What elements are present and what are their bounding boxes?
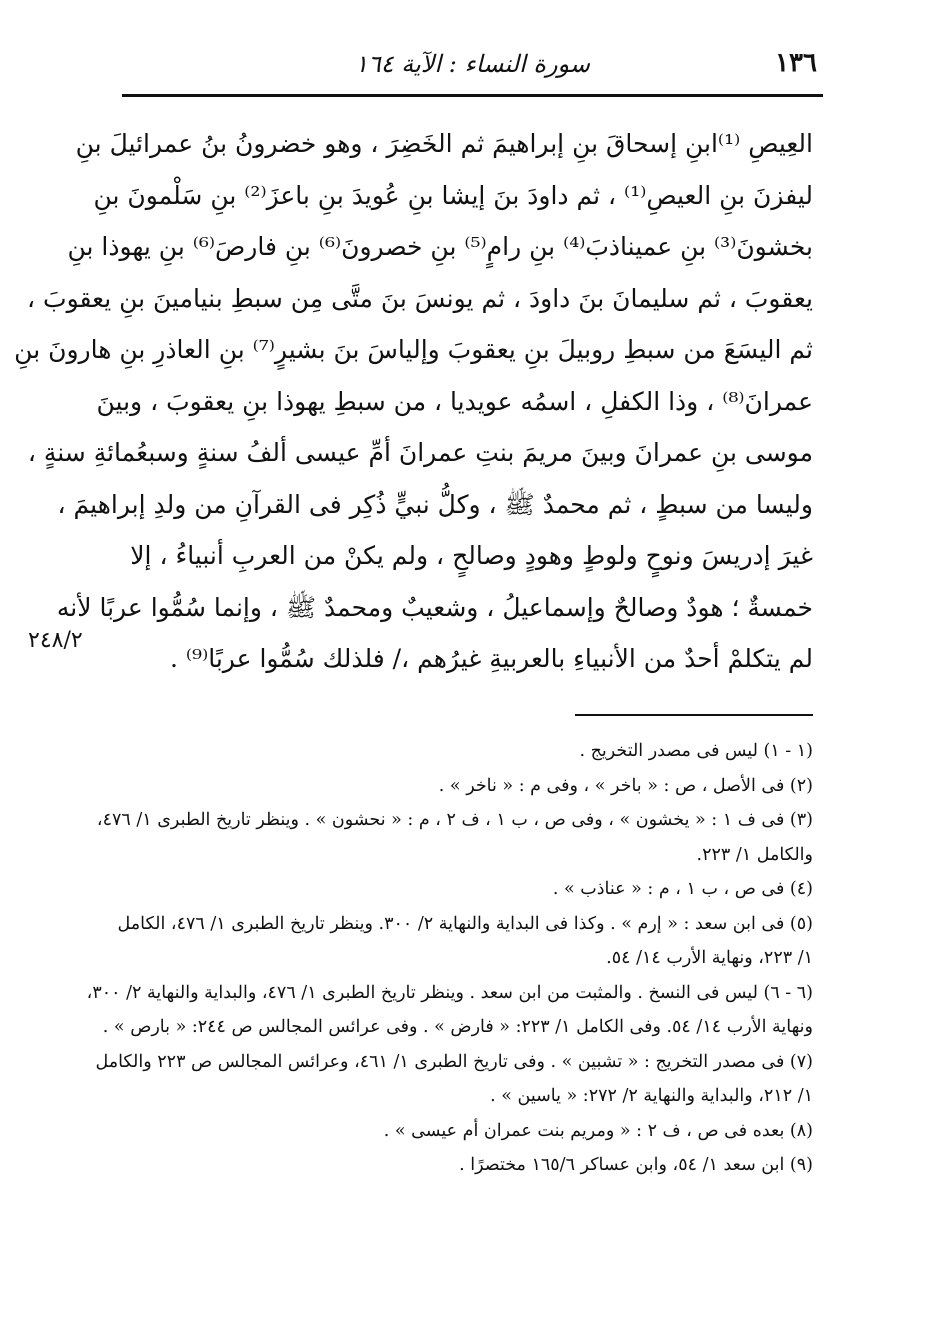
text-line: بخشونَ⁽³⁾ بنِ عميناذبَ⁽⁴⁾ بنِ رامٍ⁽⁵⁾ بنِ خصرونَ⁽⁶⁾ بنِ فارصَ⁽⁶⁾ بنِ يهوذا بنِ [67,232,813,261]
text-line: وليسا من سبطٍ ، ثم محمدٌ ﷺ ، وكلُّ نبيٍّ ذُكِر فى القرآنِ من ولدِ إبراهيمَ ، [57,489,813,519]
text-line: ثم اليسَعَ من سبطِ روبيلَ بنِ يعقوبَ وإلياسَ بنَ بشيرٍ⁽⁷⁾ بنِ العاذرِ بنِ هارونَ بنِ [14,335,813,364]
footnote-divider [575,714,813,716]
page-number: ١٣٦ [775,48,817,78]
text-line: خمسةٌ ؛ هودٌ وصالحٌ وإسماعيلُ ، وشعيبٌ ومحمدٌ ﷺ ، وإنما سُمُّوا عربًا لأنه [56,592,813,622]
footnote-line: (٨) بعده فى ص ، ف ٢ : « ومريم بنت عمران أم عيسى » . [383,1120,813,1141]
text-line: عمرانَ⁽⁸⁾ ، وذا الكفلِ ، اسمُه عويديا ، من سبطِ يهوذا بنِ يعقوبَ ، وبينَ [96,386,813,416]
page-header [122,48,823,92]
running-title: سورة النساء : الآية ١٦٤ [354,50,591,78]
footnote-line: (٩) ابن سعد ١/ ٥٤، وابن عساكر ١٦٥/٦ مختصرًا . [459,1155,813,1175]
margin-reference: ٢٤٨/٢ [28,628,83,653]
footnote-line: ١/ ٢١٢، والبداية والنهاية ٢/ ٢٧٢: « ياسين » . [490,1086,813,1106]
text-line: العِيصِ ⁽¹⁾ابنِ إسحاقَ بنِ إبراهيمَ ثم الخَضِرَ ، وهو خضرونُ بنُ عمرائيلَ بنِ [75,129,813,158]
footnote-line: (٢) فى الأصل ، ص : « باخر » ، وفى م : « ناخر » . [438,775,813,796]
text-line: ليفزنَ بنِ العيصِ⁽¹⁾ ، ثم داودَ بنَ إيشا بنِ عُويدَ بنِ باعزَ⁽²⁾ بنِ سَلْمونَ بنِ [93,180,813,210]
text-line: موسى بنِ عمرانَ وبينَ مريمَ بنتِ عمرانَ أمِّ عيسى ألفُ سنةٍ وسبعُمائةِ سنةٍ ، [27,438,813,467]
footnote-line: ونهاية الأرب ١٤/ ٥٤. وفى الكامل ١/ ٢٢٣: « فارض » . وفى عرائس المجالس ص ٢٤٤: « بارص » . [102,1017,813,1037]
footnote-line: والكامل ١/ ٢٢٣. [696,844,813,865]
footnote-line: (١ - ١) ليس فى مصدر التخريج . [579,741,813,761]
footnote-line: (٤) فى ص ، ب ١ ، م : « عناذب » . [552,879,813,899]
text-line: يعقوبَ ، ثم سليمانَ بنَ داودَ ، ثم يونسَ بنَ متَّى مِن سبطِ بنيامينَ بنِ يعقوبَ ، [27,283,813,313]
text-line: لم يتكلمْ أحدٌ من الأنبياءِ بالعربيةِ غيرُهم ،/ فلذلك سُمُّوا عربًا⁽⁹⁾ . [170,644,813,673]
header-rule [122,94,823,97]
footnote-line: ١/ ٢٢٣، ونهاية الأرب ١٤/ ٥٤. [606,948,813,968]
text-line: غيرَ إدريسَ ونوحٍ ولوطٍ وهودٍ وصالحٍ ، ولم يكنْ من العربِ أنبياءُ ، إلا [130,541,813,570]
footnote-line: (٣) فى ف ١ : « يخشون » ، وفى ص ، ب ١ ، ف ٢ ، م : « نحشون » . وينظر تاريخ الطبرى ١/ ٤٧٦، [96,810,813,830]
footnote-line: (٧) فى مصدر التخريج : « تشبين » . وفى تاريخ الطبرى ١/ ٤٦١، وعرائس المجالس ص ٢٢٣ والكامل [95,1051,813,1072]
footnote-line: (٦ - ٦) ليس فى النسخ . والمثبت من ابن سعد . وينظر تاريخ الطبرى ١/ ٤٧٦، والبداية والنهاية ٢/ ٣٠٠، [86,982,813,1003]
footnotes [86,734,813,1183]
footnote-line: (٥) فى ابن سعد : « إرم » . وكذا فى البداية والنهاية ٢/ ٣٠٠. وينظر تاريخ الطبرى ١/ ٤٧٦، الكامل [117,913,813,934]
